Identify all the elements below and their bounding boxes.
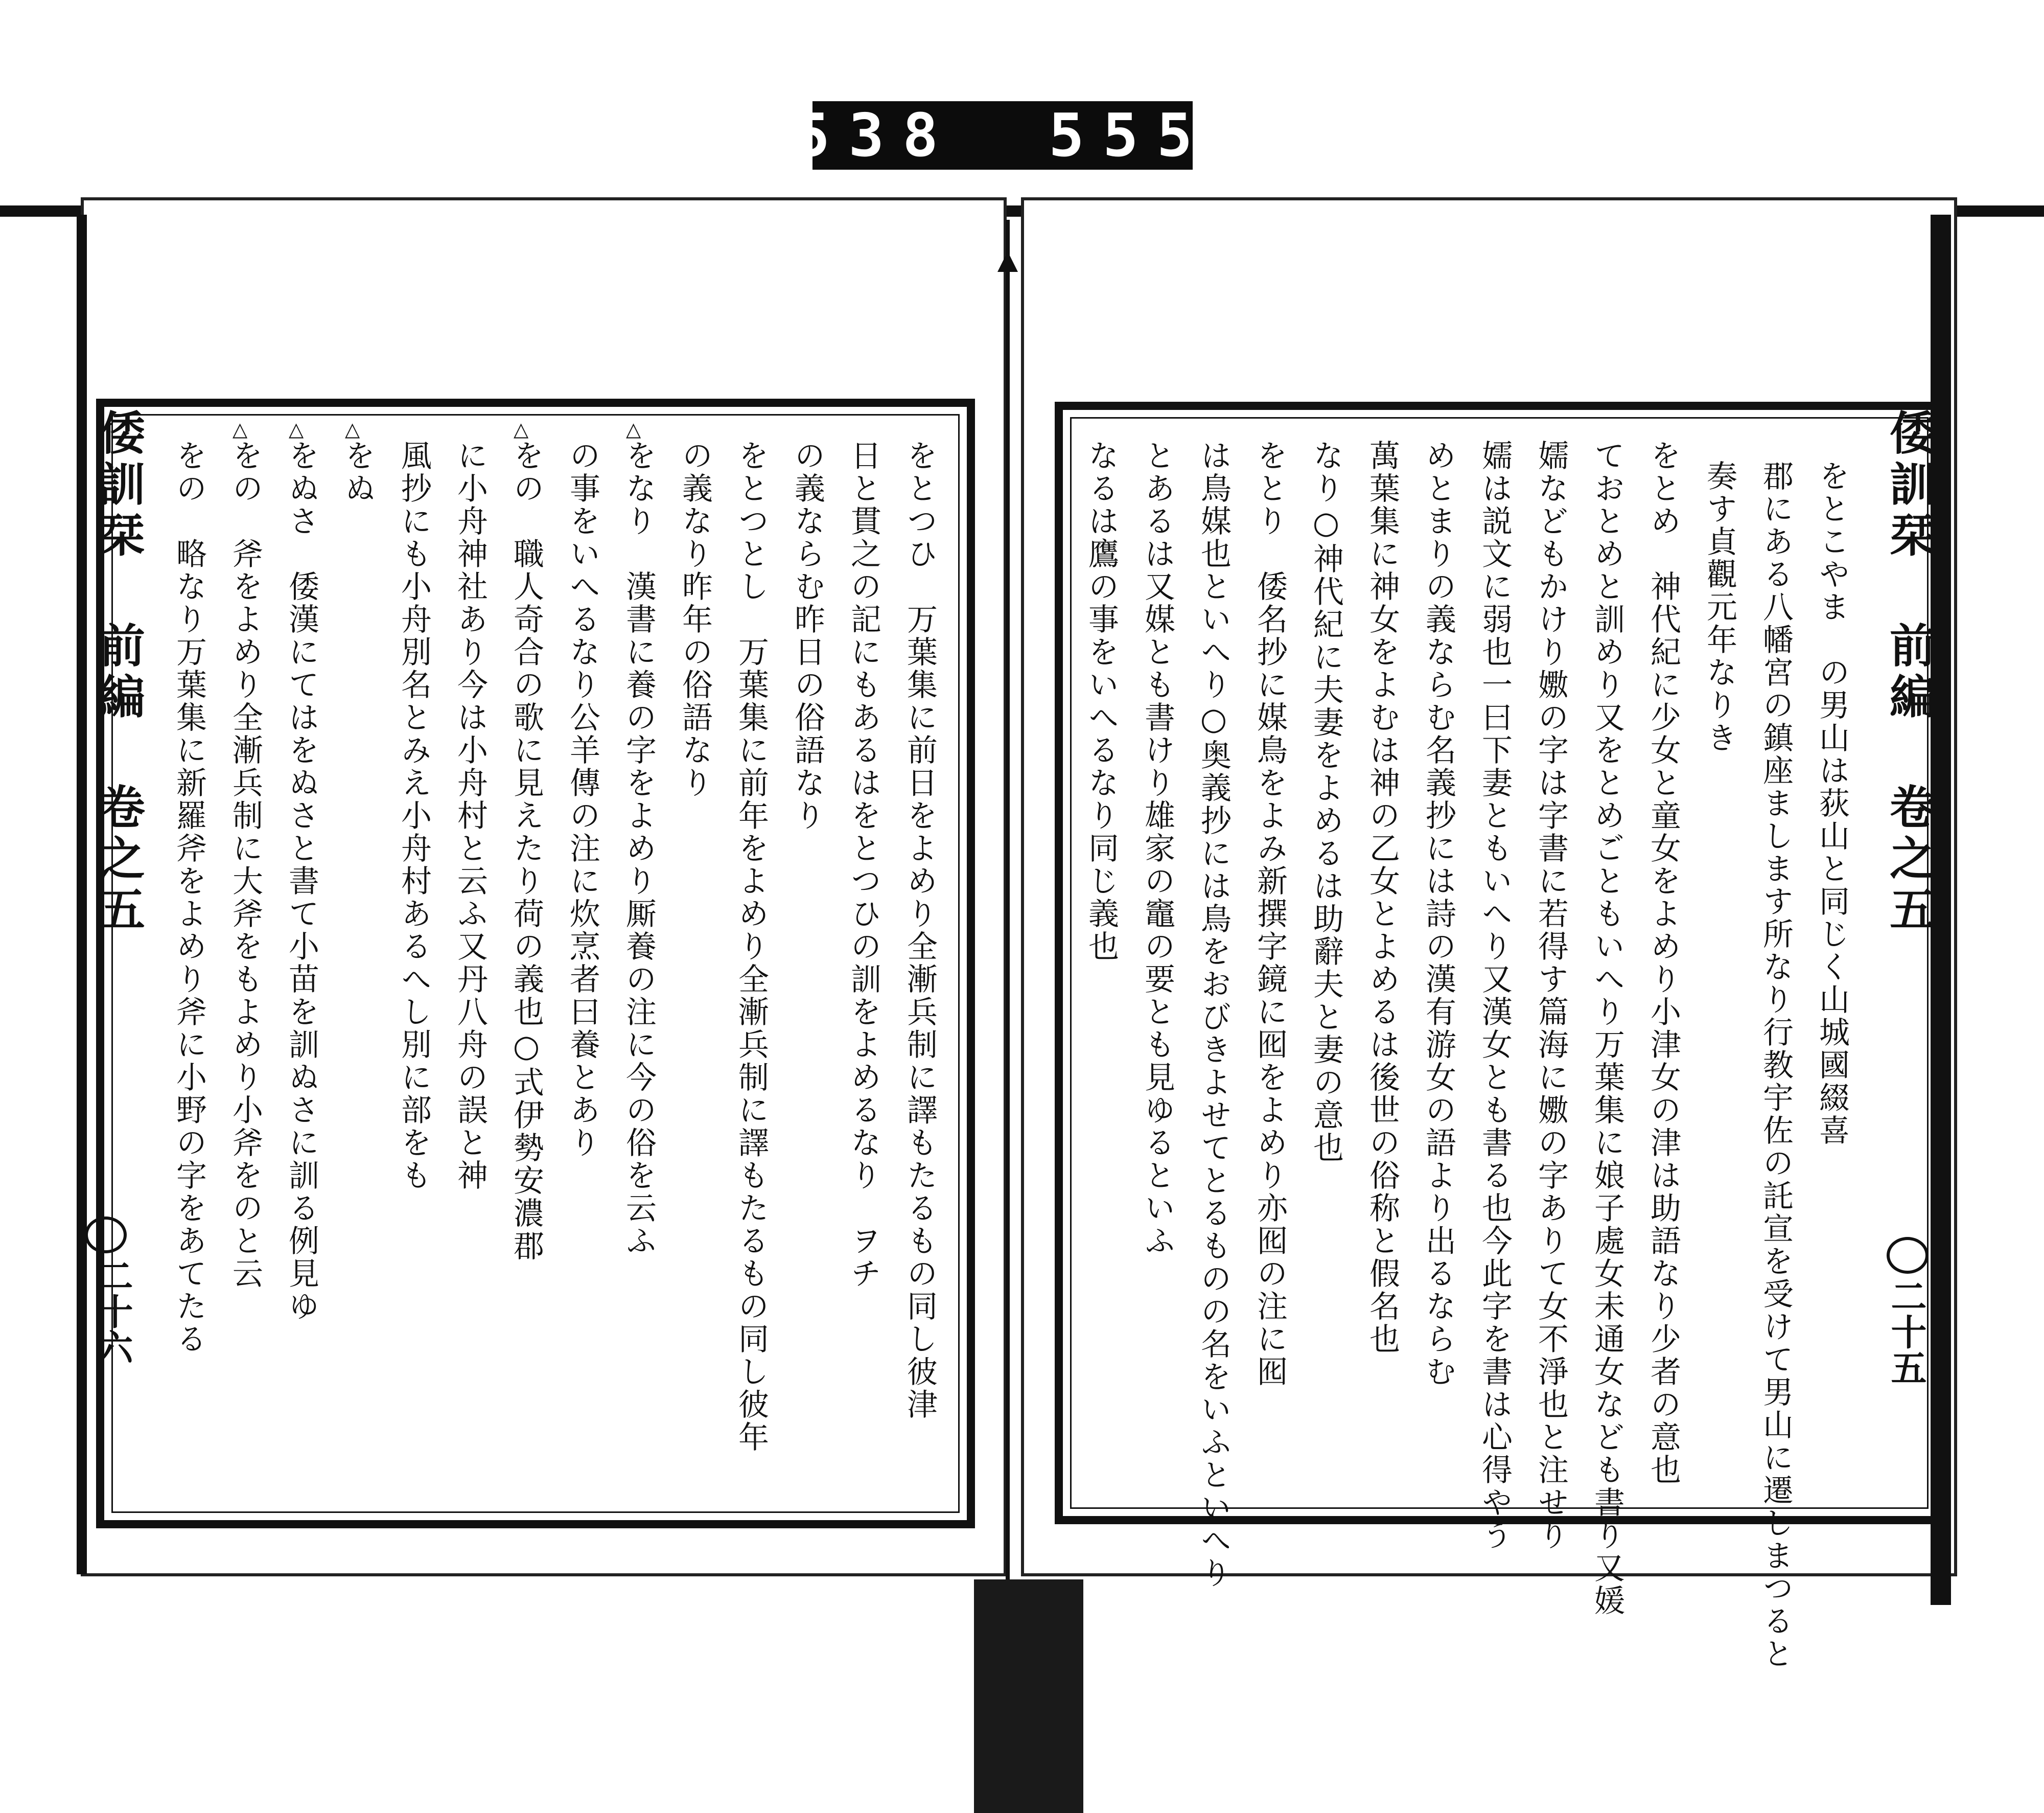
left-page-circle-mark — [85, 1217, 127, 1253]
left-column-3: の義ならむ昨日の俗語なり — [789, 440, 825, 832]
scan-number-right: 555 — [1049, 101, 1211, 170]
right-column-8: めとまりの義ならむ名義抄には詩の漢有游女の語より出るならむ — [1421, 440, 1456, 1388]
left-column-8: をの 職人奇合の歌に見えたり荷の義也○式伊勢安濃郡 — [508, 440, 544, 1263]
left-column-4: をとつとし 万葉集に前年をよめり全漸兵制に譯もたるもの同し彼年 — [733, 440, 769, 1454]
left-column-9: に小舟神社あり今は小舟村と云ふ又丹八舟の誤と神 — [452, 440, 488, 1192]
left-column-7: の事をいへるなり公羊傳の注に炊烹者曰養とあり — [565, 440, 600, 1159]
right-column-14: なるは鷹の事をいへるなり同じ義也 — [1083, 440, 1119, 963]
right-column-13: とあるは又媒とも書けり雄家の竈の要とも見ゆるといふ — [1140, 440, 1175, 1257]
left-column-12: をぬさ 倭漢にてはをぬさと書て小苗を訓ぬさに訓る例見ゆ — [284, 440, 319, 1323]
right-column-7: 嬬は説文に弱也一曰下妻ともいへり又漢女とも書る也今此字を書は心得やう — [1477, 440, 1513, 1552]
entry-mark: △ — [626, 418, 641, 441]
left-column-10: 風抄にも小舟別名とみえ小舟村あるへし別に部をも — [396, 440, 432, 1192]
right-column-9: 萬葉集に神女をよむは神の乙女とよめるは後世の俗称と假名也 — [1364, 440, 1400, 1356]
right-page-number: 二十五 — [1885, 1278, 1927, 1385]
right-column-4: をとめ 神代紀に少女と童女をよめり小津女の津は助語なり少者の意也 — [1645, 440, 1681, 1486]
left-column-5: の義なり昨年の俗語なり — [677, 440, 713, 799]
binding-tassel — [974, 1579, 1083, 1813]
spine-arrow-icon — [997, 251, 1018, 272]
right-column-5: ておとめと訓めり又をとめごともいへり万葉集に娘子處女未通女なども書り又媛 — [1589, 440, 1625, 1617]
right-column-3: 奏す貞觀元年なりき — [1702, 460, 1737, 754]
entry-mark: △ — [289, 418, 304, 441]
book-spine — [1006, 220, 1010, 1590]
entry-mark: △ — [233, 418, 248, 441]
left-column-11: をぬ — [340, 440, 376, 505]
right-column-6: 嬬などもかけり嫐の字は字書に若得す篇海に嫐の字ありて女不淨也と注せり — [1533, 440, 1569, 1552]
scan-label — [794, 101, 1211, 170]
left-page-margin-title: 倭訓栞 前編 卷之五 — [91, 409, 145, 936]
left-column-6: をなり 漢書に養の字をよめり厮養の注に今の俗を云ふ — [621, 440, 657, 1257]
right-page-circle-mark — [1887, 1237, 1929, 1274]
entry-mark: △ — [345, 418, 360, 441]
right-column-10: なり○神代紀に夫妻をよめるは助辭夫と妻の意也 — [1308, 440, 1344, 1164]
right-page-margin-title: 倭訓栞 前編 卷之五 — [1882, 409, 1936, 936]
right-column-1: をとこやま の男山は荻山と同じく山城國綴喜 — [1814, 460, 1850, 1147]
right-column-12: は鳥媒也といへり○奥義抄には鳥をおびきよせてとるものの名をいふといへり — [1196, 440, 1232, 1590]
right-column-2: 郡にある八幡宮の鎮座まします所なり行教宇佐の託宣を受けて男山に遷しまつると — [1758, 460, 1794, 1670]
scan-number-left: 538 — [794, 101, 957, 170]
left-column-2: 日と貫之の記にもあるはをとつひの訓をよめるなり ヲチ — [846, 440, 881, 1290]
right-column-11: をとり 倭名抄に媒鳥をよみ新撰字鏡に囮をよめり亦囮の注に囮 — [1252, 440, 1288, 1388]
left-column-1: をとつひ 万葉集に前日をよめり全漸兵制に譯もたるもの同し彼津 — [902, 440, 938, 1421]
left-column-13: をの 斧をよめり全漸兵制に大斧をもよめり小斧をのと云 — [227, 440, 263, 1290]
entry-mark: △ — [514, 418, 529, 441]
left-page-number: 二十六 — [91, 1257, 134, 1365]
left-column-14: をの 略なり万葉集に新羅斧をよめり斧に小野の字をあてたる — [171, 440, 207, 1356]
